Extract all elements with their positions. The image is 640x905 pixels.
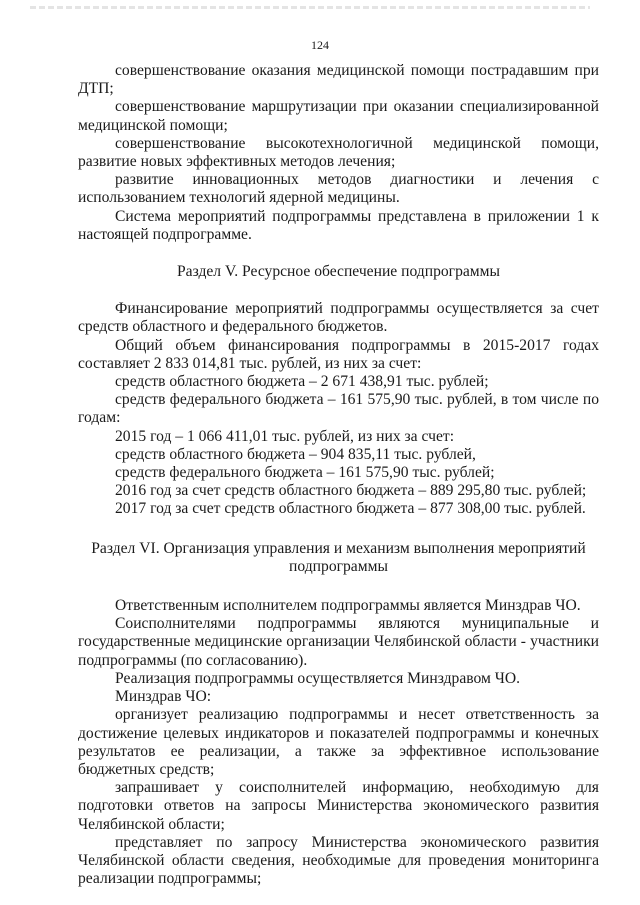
section-5-paragraph: Финансирование мероприятий подпрограммы осуществляется за счет средств областного и федерального бюджетов.	[78, 300, 599, 336]
section-6-paragraph: Соисполнителями подпрограммы являются муниципальные и государственные медицинские организации Челябинской области - участники подпрограммы (по согласованию).	[78, 615, 599, 669]
section-5-paragraph: средств областного бюджета – 904 835,11 тыс. рублей,	[115, 445, 476, 463]
section-5-title: Раздел V. Ресурсное обеспечение подпрограммы	[176, 263, 500, 281]
section-5-paragraph: 2017 год за счет средств областного бюджета – 877 308,00 тыс. рублей.	[115, 500, 586, 518]
document-body	[78, 62, 599, 888]
section-5-paragraph: средств федерального бюджета – 161 575,90 тыс. рублей, в том числе по годам:	[78, 391, 599, 427]
intro-item-5: Система мероприятий подпрограммы представлена в приложении 1 к настоящей подпрограмме.	[78, 207, 599, 243]
section-5-paragraph: 2015 год – 1 066 411,01 тыс. рублей, из них за счет:	[115, 427, 455, 445]
section-6-paragraph: Ответственным исполнителем подпрограммы является Минздрав ЧО.	[115, 597, 581, 615]
section-5-paragraph: средств федерального бюджета – 161 575,90 тыс. рублей;	[115, 464, 495, 482]
section-6-title-line-2: подпрограммы	[289, 557, 388, 575]
intro-item-2: совершенствование маршрутизации при оказании специализированной медицинской помощи;	[78, 98, 599, 134]
intro-item-4: развитие инновационных методов диагностики и лечения с использованием технологий ядерной медицины.	[78, 171, 599, 207]
scan-artifact-line	[30, 6, 590, 9]
section-6-paragraph: организует реализацию подпрограммы и несет ответственность за достижение целевых индикаторов и показателей подпрограммы и конечных результатов ее реализации, а также за эффективное использование бюджетных средств;	[78, 706, 599, 778]
section-5-paragraph: 2016 год за счет средств областного бюджета – 889 295,80 тыс. рублей;	[115, 482, 587, 500]
section-6-paragraph: запрашивает у соисполнителей информацию, необходимую для подготовки ответов на запросы Министерства экономического развития Челябинской области;	[78, 779, 599, 833]
intro-item-1: совершенствование оказания медицинской помощи пострадавшим при ДТП;	[78, 62, 599, 98]
section-6-paragraph: Реализация подпрограммы осуществляется Минздравом ЧО.	[115, 669, 521, 687]
section-5-paragraph: средств областного бюджета – 2 671 438,91 тыс. рублей;	[115, 373, 489, 391]
page-number: 124	[311, 38, 329, 52]
section-6-title-line-1: Раздел VI. Организация управления и механизм выполнения мероприятий	[91, 539, 586, 557]
section-6-paragraph: Минздрав ЧО:	[115, 688, 212, 706]
intro-item-3: совершенствование высокотехнологичной медицинской помощи, развитие новых эффективных методов лечения;	[78, 134, 599, 171]
section-6-paragraph: представляет по запросу Министерства экономического развития Челябинской области сведения, необходимые для проведения мониторинга реализации подпрограммы;	[78, 833, 599, 888]
section-5-paragraph: Общий объем финансирования подпрограммы в 2015-2017 годах составляет 2 833 014,81 тыс. рублей, из них за счет:	[78, 336, 599, 372]
